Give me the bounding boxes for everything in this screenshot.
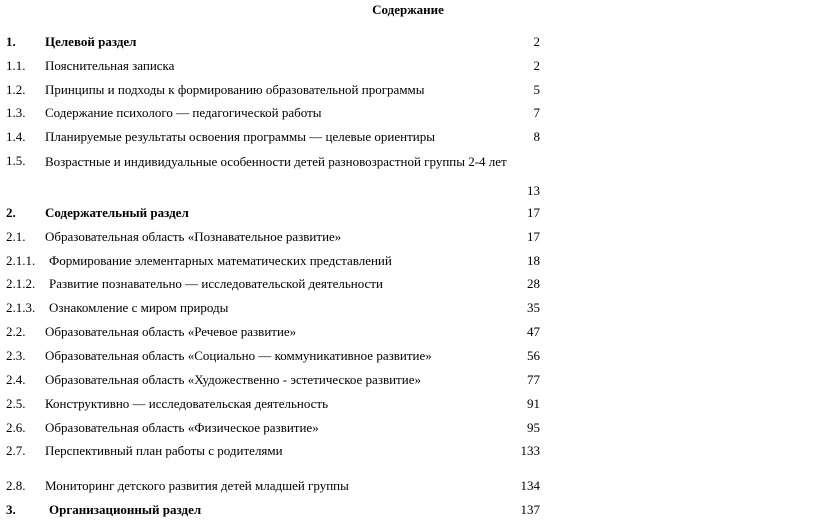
toc-entry-number: 1.3. (6, 105, 26, 120)
toc-entry-page: 47 (527, 324, 540, 339)
toc-entry-number: 2.1.3. (6, 300, 36, 315)
toc-entry-title: Образовательная область «Речевое развитие» (45, 324, 297, 339)
toc-entry-page: 5 (533, 82, 540, 97)
toc-entry-title: Содержание психолого — педагогической работы (45, 105, 322, 120)
toc-entry-title: Содержательный раздел (45, 205, 189, 220)
toc-entry (0, 229, 560, 247)
toc-entry-number: 1.5. (6, 153, 26, 168)
toc-entry-page: 7 (533, 105, 540, 120)
toc-entry (0, 82, 560, 100)
toc-entry-title: Формирование элементарных математических представлений (49, 253, 392, 268)
toc-entry-title: Планируемые результаты освоения программы — целевые ориентиры (45, 129, 435, 144)
toc-entry (0, 478, 560, 496)
toc-entry-number: 2.6. (6, 420, 26, 435)
toc-entry-title: Пояснительная записка (45, 58, 175, 73)
toc-entry (0, 502, 560, 520)
toc-entry (0, 129, 560, 147)
toc-entry-title: Образовательная область «Художественно - эстетическое развитие» (45, 372, 421, 387)
toc-entry (0, 105, 560, 123)
toc-entry-page: 95 (527, 420, 540, 435)
toc-entry-page: 35 (527, 300, 540, 315)
toc-entry-number: 2.1.2. (6, 276, 36, 291)
toc-entry (0, 253, 560, 271)
toc-entry-page: 77 (527, 372, 540, 387)
toc-entry-page: 134 (520, 478, 540, 493)
toc-entry-title: Организационный раздел (49, 502, 202, 517)
toc-entry-number: 1.4. (6, 129, 26, 144)
toc-entry-title: Конструктивно — исследовательская деятельность (45, 396, 329, 411)
toc-entry-number: 2.1.1. (6, 253, 36, 268)
toc-entry-title: Ознакомление с миром природы (49, 300, 229, 315)
toc-entry-number: 2.2. (6, 324, 26, 339)
toc-entry (0, 300, 560, 318)
toc-entry-number: 2.8. (6, 478, 26, 493)
toc-entry-page: 2 (533, 58, 540, 73)
toc-entry-title: Принципы и подходы к формированию образовательной программы (45, 82, 425, 97)
toc-entry-title: Мониторинг детского развития детей младшей группы (45, 478, 349, 493)
toc-entry (0, 205, 560, 223)
toc-entry-number: 2. (6, 205, 16, 220)
toc-entry (0, 324, 560, 342)
toc-entry-number: 2.4. (6, 372, 26, 387)
toc-entry-number: 3. (6, 502, 16, 517)
toc-entry-page: 13 (527, 183, 540, 198)
toc-entry-page: 8 (533, 129, 540, 144)
toc-entry-number: 1.1. (6, 58, 26, 73)
toc-entry (0, 420, 560, 438)
toc-entry (0, 396, 560, 414)
toc-entry-page: 17 (527, 229, 540, 244)
toc-entry-page: 28 (527, 276, 540, 291)
toc-entry (0, 153, 560, 201)
toc-entry-number: 2.3. (6, 348, 26, 363)
toc-entry-title: Образовательная область «Физическое развитие» (45, 420, 319, 435)
document-title: Содержание (372, 2, 444, 17)
toc-entry (0, 34, 560, 52)
toc-entry-page: 18 (527, 253, 540, 268)
toc-entry-title: Образовательная область «Социально — коммуникативное развитие» (45, 348, 432, 363)
toc-entry (0, 348, 560, 366)
toc-entry (0, 443, 560, 461)
toc-entry-title: Образовательная область «Познавательное развитие» (45, 229, 342, 244)
toc-entry-page: 91 (527, 396, 540, 411)
toc-entry-number: 1. (6, 34, 16, 49)
toc-entry-page: 133 (520, 443, 540, 458)
toc-entry-page: 56 (527, 348, 540, 363)
toc-entry-title: Развитие познавательно — исследовательской деятельности (49, 276, 383, 291)
toc-entry-title: Возрастные и индивидуальные особенности детей разновозрастной группы 2-4 лет (45, 154, 507, 169)
toc-entry-page: 17 (527, 205, 540, 220)
toc-entry-page: 2 (533, 34, 540, 49)
toc-entry (0, 58, 560, 76)
toc-entry-number: 2.5. (6, 396, 26, 411)
toc-entry-number: 1.2. (6, 82, 26, 97)
toc-entry-number: 2.7. (6, 443, 26, 458)
toc-entry-title: Целевой раздел (45, 34, 137, 49)
toc-entry-number: 2.1. (6, 229, 26, 244)
toc-entry (0, 372, 560, 390)
toc-entry (0, 276, 560, 294)
toc-entry-title: Перспективный план работы с родителями (45, 443, 283, 458)
toc-entry-page: 137 (520, 502, 540, 517)
